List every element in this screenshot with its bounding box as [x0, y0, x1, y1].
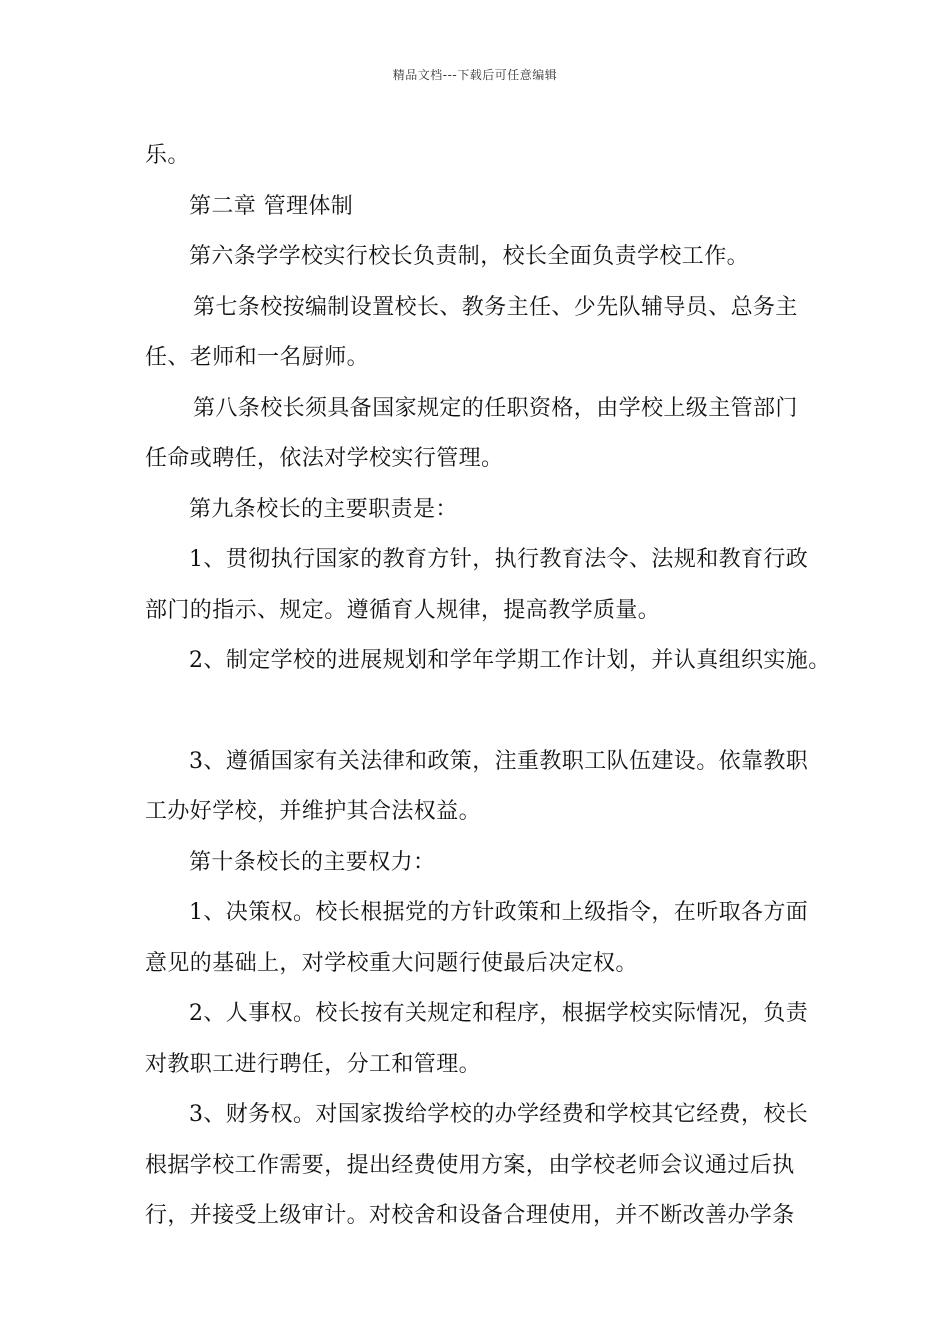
paragraph-line: 工办好学校，并维护其合法权益。 — [145, 799, 482, 824]
paragraph-line: 2、制定学校的进展规划和学年学期工作计划，并认真组织实施。 — [189, 648, 831, 673]
paragraph-line: 任命或聘任，依法对学校实行管理。 — [145, 446, 504, 471]
paragraph-line: 3、遵循国家有关法律和政策，注重教职工队伍建设。依靠教职 — [189, 748, 809, 774]
paragraph-line: 对教职工进行聘任，分工和管理。 — [145, 1051, 482, 1077]
document-body — [145, 131, 831, 1242]
paragraph-line: 1、决策权。校长根据党的方针政策和上级指令，在听取各方面 — [189, 900, 809, 925]
paragraph-line: 第七条校按编制设置校长、教务主任、少先队辅导员、总务主 — [193, 294, 798, 320]
paragraph-line: 意见的基础上，对学校重大问题行使最后决定权。 — [145, 950, 638, 976]
paragraph-line: 3、财务权。对国家拨给学校的办学经费和学校其它经费，校长 — [189, 1102, 809, 1127]
paragraph-line: 乐。 — [145, 143, 190, 168]
paragraph-gap — [145, 687, 810, 737]
paragraph-line: 任、老师和一名厨师。 — [145, 345, 370, 370]
paragraph-line: 第九条校长的主要职责是： — [189, 496, 458, 522]
paragraph-line: 根据学校工作需要，提出经费使用方案，由学校老师会议通过后执 — [145, 1152, 795, 1178]
paragraph-line: 第八条校长须具备国家规定的任职资格，由学校上级主管部门 — [193, 395, 798, 421]
paragraph-line: 部门的指示、规定。遵循育人规律，提高教学质量。 — [145, 597, 661, 623]
page-header: 精品文档---下载后可任意编辑 — [392, 68, 558, 82]
paragraph-line: 1、贯彻执行国家的教育方针，执行教育法令、法规和教育行政 — [189, 547, 809, 572]
paragraph-line: 行，并接受上级审计。对校舍和设备合理使用，并不断改善办学条 — [145, 1203, 795, 1228]
paragraph-line: 第六条学学校实行校长负责制，校长全面负责学校工作。 — [189, 244, 750, 269]
paragraph-line: 第十条校长的主要权力： — [189, 849, 436, 875]
paragraph-line: 2、人事权。校长按有关规定和程序，根据学校实际情况，负责 — [189, 1001, 809, 1026]
chapter-heading: 第二章 管理体制 — [189, 193, 354, 219]
